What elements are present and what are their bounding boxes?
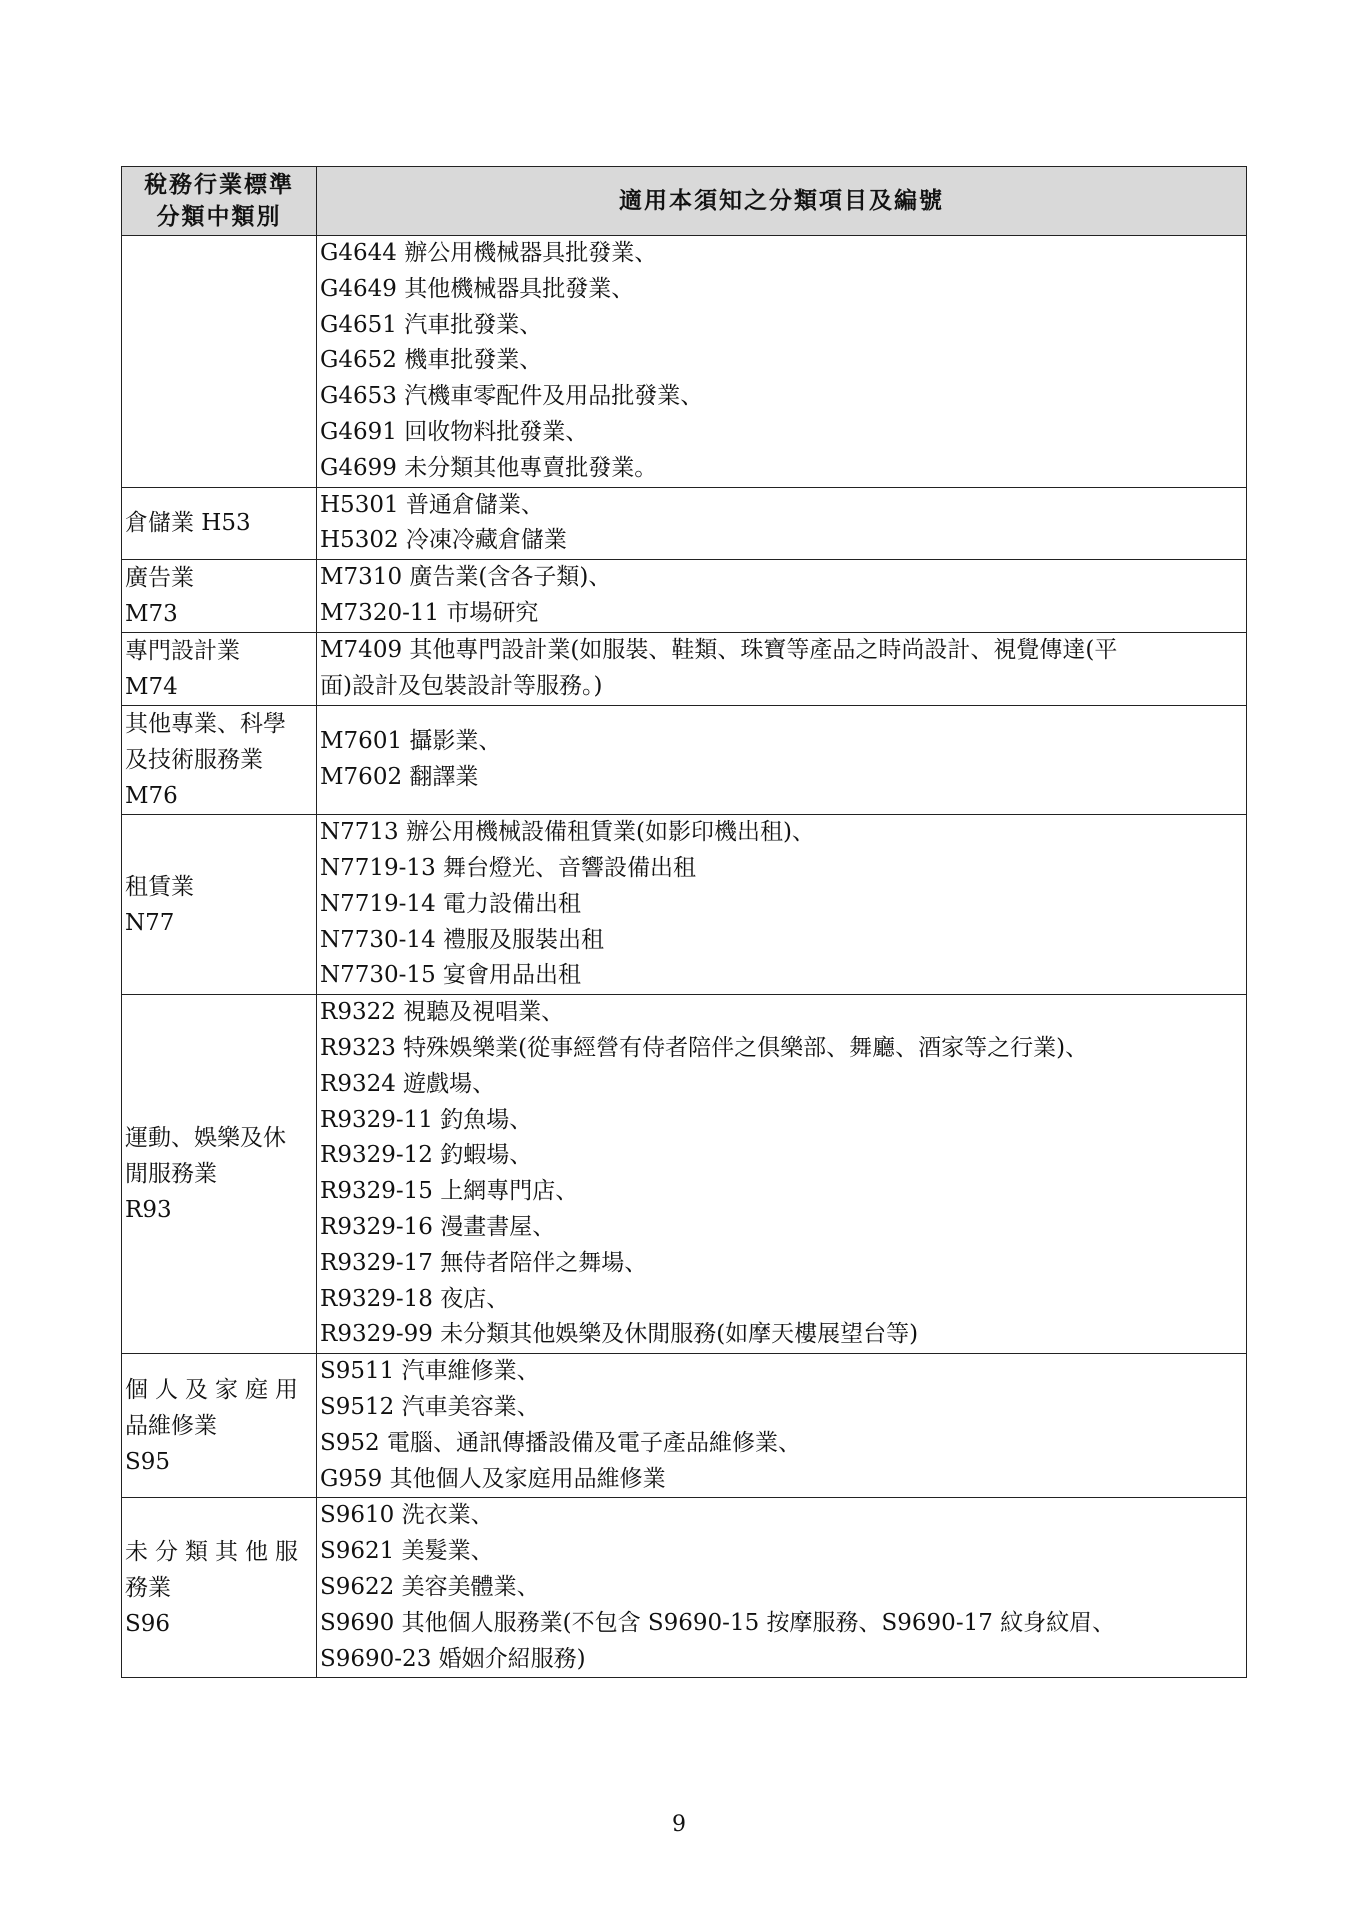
classification-item: S9621 美髮業、 [320, 1538, 494, 1565]
category-label: 及技術服務業 [125, 747, 263, 774]
table-header-row [122, 167, 1247, 236]
header-category: 稅務行業標準 分類中類別 [122, 167, 317, 236]
page-number: 9 [672, 1812, 686, 1837]
classification-item: S952 電腦、通訊傳播設備及電子產品維修業、 [320, 1429, 801, 1456]
category-label: 務業 [125, 1574, 171, 1601]
category-cell [122, 560, 317, 633]
classification-item: M7601 攝影業、 [320, 728, 502, 755]
items-cell [317, 1498, 1247, 1678]
classification-item: R9322 視聽及視唱業、 [320, 999, 565, 1026]
category-cell [122, 1498, 317, 1678]
table-row [122, 487, 1247, 560]
classification-item: G959 其他個人及家庭用品維修業 [320, 1465, 666, 1492]
classification-item: R9329-16 漫畫書屋、 [320, 1213, 556, 1240]
classification-item: M7320-11 市場研究 [320, 600, 539, 627]
category-label: 租賃業 [125, 873, 194, 900]
classification-item: G4699 未分類其他專賣批發業。 [320, 454, 658, 481]
classification-item: G4653 汽機車零配件及用品批發業、 [320, 383, 704, 410]
items-cell [317, 706, 1247, 815]
table-row [122, 1498, 1247, 1678]
classification-item: G4652 機車批發業、 [320, 347, 543, 374]
classification-item: G4649 其他機械器具批發業、 [320, 275, 635, 302]
classification-item: N7730-14 禮服及服裝出租 [320, 926, 605, 953]
classification-item: M7602 翻譯業 [320, 764, 479, 791]
classification-item: N7730-15 宴會用品出租 [320, 962, 582, 989]
classification-item: S9512 汽車美容業、 [320, 1393, 540, 1420]
table-row [122, 995, 1247, 1354]
category-label: M74 [125, 674, 178, 701]
classification-item: R9329-11 釣魚場、 [320, 1106, 533, 1133]
category-label: 廣告業 [125, 565, 194, 592]
category-cell [122, 815, 317, 995]
category-label: M73 [125, 601, 178, 628]
classification-item: S9610 洗衣業、 [320, 1502, 494, 1529]
category-label: 閒服務業 [125, 1161, 217, 1188]
category-cell [122, 633, 317, 706]
classification-item: S9511 汽車維修業、 [320, 1358, 540, 1385]
items-cell [317, 236, 1247, 488]
category-label: N77 [125, 909, 175, 936]
category-label: S96 [125, 1610, 171, 1637]
category-label: 未分類其他服 [125, 1538, 305, 1565]
classification-item: G4651 汽車批發業、 [320, 311, 543, 338]
classification-item: H5301 普通倉儲業、 [320, 491, 544, 518]
items-cell [317, 1354, 1247, 1498]
category-cell [122, 706, 317, 815]
items-cell [317, 560, 1247, 633]
table-row [122, 1354, 1247, 1498]
classification-table [121, 166, 1247, 1678]
classification-item: R9323 特殊娛樂業(從事經營有侍者陪伴之俱樂部、舞廳、酒家等之行業)、 [320, 1034, 1089, 1061]
classification-item: G4691 回收物料批發業、 [320, 418, 589, 445]
classification-item: M7310 廣告業(含各子類)、 [320, 564, 612, 591]
items-cell [317, 633, 1247, 706]
classification-item: N7719-13 舞台燈光、音響設備出租 [320, 854, 697, 881]
category-label: S95 [125, 1448, 171, 1475]
classification-item: 面)設計及包裝設計等服務。) [320, 673, 603, 700]
classification-item: R9329-18 夜店、 [320, 1285, 510, 1312]
classification-item: G4644 辦公用機械器具批發業、 [320, 240, 658, 266]
table-row [122, 706, 1247, 815]
classification-item: R9329-12 釣蝦場、 [320, 1142, 533, 1169]
table-body [122, 236, 1247, 1678]
items-cell [317, 487, 1247, 560]
classification-item: S9690-23 婚姻介紹服務) [320, 1645, 586, 1672]
category-label: 專門設計業 [125, 638, 240, 665]
category-cell [122, 236, 317, 488]
classification-item: S9622 美容美體業、 [320, 1573, 540, 1600]
classification-item: S9690 其他個人服務業(不包含 S9690-15 按摩服務、S9690-17 紋身紋眉、 [320, 1609, 1116, 1636]
classification-item: N7713 辦公用機械設備租賃業(如影印機出租)、 [320, 819, 815, 846]
category-cell [122, 1354, 317, 1498]
classification-item: M7409 其他專門設計業(如服裝、鞋類、珠寶等產品之時尚設計、視覺傳達(平 [320, 637, 1118, 664]
category-cell [122, 995, 317, 1354]
category-label: 運動、娛樂及休 [125, 1125, 286, 1152]
classification-item: H5302 冷凍冷藏倉儲業 [320, 527, 567, 554]
classification-item: N7719-14 電力設備出租 [320, 890, 582, 917]
category-label: 其他專業、科學 [125, 711, 286, 738]
items-cell [317, 815, 1247, 995]
category-label: R93 [125, 1197, 172, 1224]
category-label: 倉儲業 H53 [125, 510, 251, 537]
category-label: M76 [125, 783, 178, 810]
category-label: 品維修業 [125, 1412, 217, 1439]
header-items: 適用本須知之分類項目及編號 [317, 167, 1247, 236]
items-cell [317, 995, 1247, 1354]
table-row [122, 815, 1247, 995]
classification-item: R9329-17 無侍者陪伴之舞場、 [320, 1249, 648, 1276]
category-cell [122, 487, 317, 560]
category-label: 個人及家庭用 [125, 1376, 305, 1403]
classification-item: R9329-15 上網專門店、 [320, 1178, 579, 1205]
classification-item: R9329-99 未分類其他娛樂及休閒服務(如摩天樓展望台等) [320, 1321, 919, 1348]
table-row [122, 236, 1247, 488]
table-row [122, 560, 1247, 633]
table-row [122, 633, 1247, 706]
classification-item: R9324 遊戲場、 [320, 1070, 496, 1097]
